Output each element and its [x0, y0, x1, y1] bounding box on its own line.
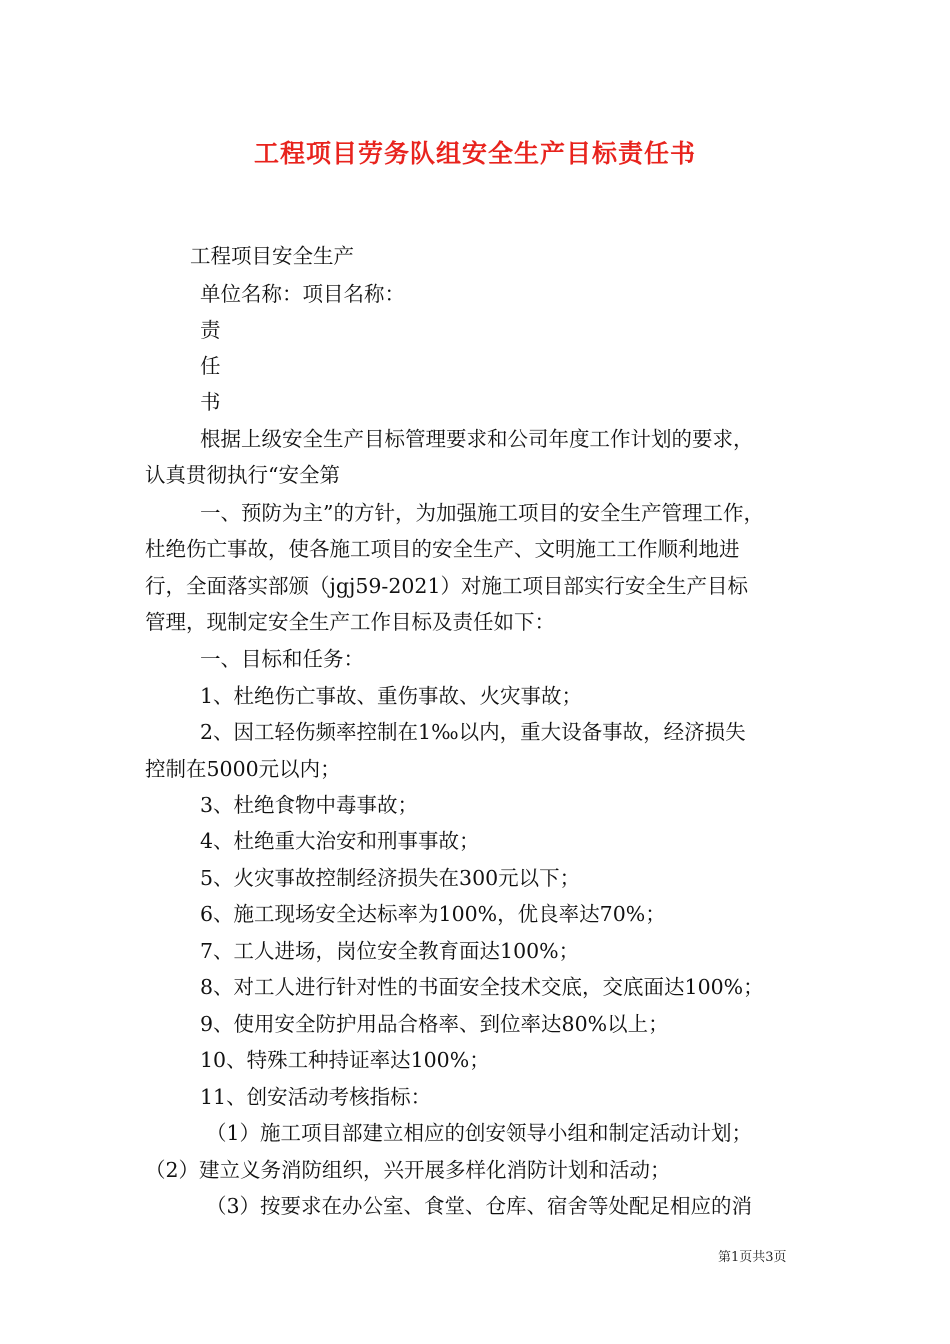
sub-item-2: （2）建立义务消防组织，兴开展多样化消防计划和活动； — [145, 1158, 671, 1182]
text-line-intro-4: 杜绝伤亡事故，使各施工项目的安全生产、文明施工工作顺利地进 — [145, 537, 740, 561]
goal-item-9: 9、使用安全防护用品合格率、到位率达80%以上； — [200, 1012, 669, 1036]
goal-item-11: 11、创安活动考核指标： — [200, 1085, 432, 1109]
text-line-intro-6: 管理，现制定安全生产工作目标及责任如下： — [145, 610, 555, 634]
goal-item-7: 7、工人进场，岗位安全教育面达100%； — [200, 939, 580, 963]
goal-item-2-cont: 控制在5000元以内； — [145, 757, 341, 781]
goal-item-5: 5、火灾事故控制经济损失在300元以下； — [200, 866, 581, 890]
text-line-ze: 责 — [200, 318, 221, 342]
text-line-unit-name: 单位名称：项目名称： — [200, 282, 405, 306]
goal-item-8: 8、对工人进行针对性的书面安全技术交底，交底面达100%； — [200, 975, 764, 999]
text-line-intro-5: 行，全面落实部颁（jgj59-2021）对施工项目部实行安全生产目标 — [145, 574, 749, 598]
document-title: 工程项目劳务队组安全生产目标责任书 — [253, 139, 696, 168]
text-line-intro-1: 根据上级安全生产目标管理要求和公司年度工作计划的要求， — [200, 427, 754, 451]
goal-item-3: 3、杜绝食物中毒事故； — [200, 793, 419, 817]
goal-item-6: 6、施工现场安全达标率为100%，优良率达70%； — [200, 902, 666, 926]
text-line-shu: 书 — [200, 390, 221, 414]
goal-item-10: 10、特殊工种持证率达100%； — [200, 1048, 490, 1072]
text-line-ren: 任 — [200, 354, 221, 378]
sub-item-3: （3）按要求在办公室、食堂、仓库、宿舍等处配足相应的消 — [206, 1194, 753, 1218]
goal-item-2: 2、因工轻伤频率控制在1‰以内，重大设备事故，经济损失 — [200, 720, 746, 744]
text-line-intro-3: 一、预防为主”的方针，为加强施工项目的安全生产管理工作， — [200, 501, 764, 525]
page-number: 第1页共3页 — [718, 1250, 787, 1265]
text-line-intro-2: 认真贯彻执行“安全第 — [145, 463, 340, 487]
section-heading-goals: 一、目标和任务： — [200, 647, 364, 671]
goal-item-1: 1、杜绝伤亡事故、重伤事故、火灾事故； — [200, 684, 583, 708]
text-line-subtitle: 工程项目安全生产 — [190, 244, 354, 268]
goal-item-4: 4、杜绝重大治安和刑事事故； — [200, 829, 480, 853]
sub-item-1: （1）施工项目部建立相应的创安领导小组和制定活动计划； — [206, 1121, 753, 1145]
